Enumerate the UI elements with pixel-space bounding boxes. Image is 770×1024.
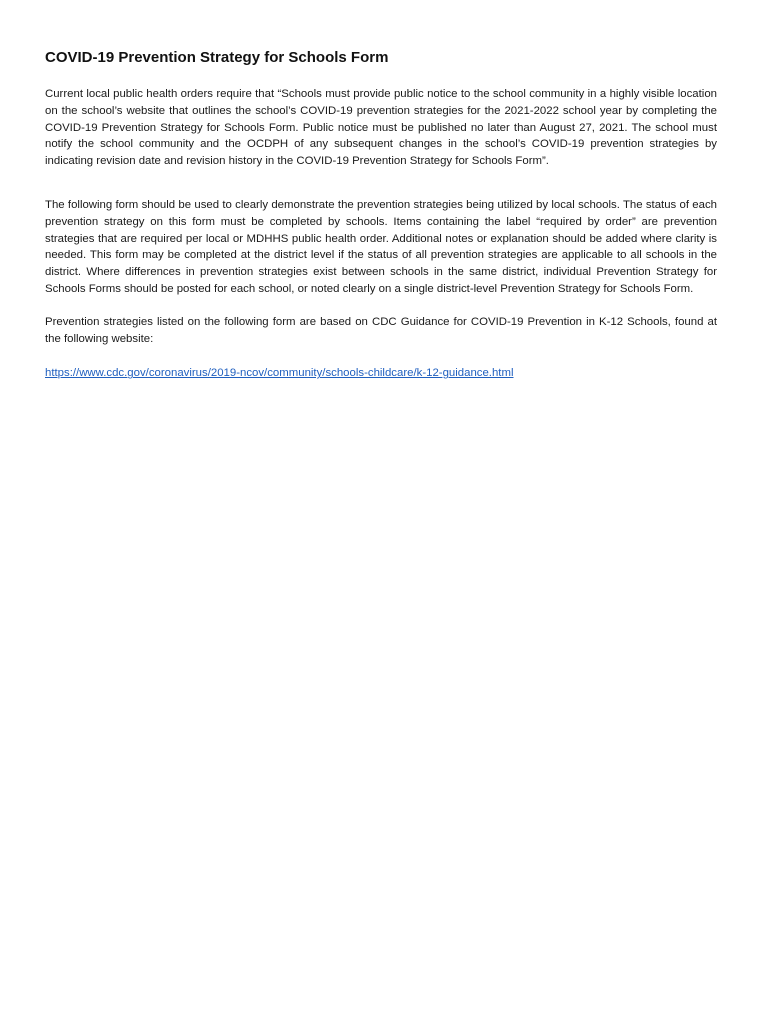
cdc-guidance-link[interactable]: https://www.cdc.gov/coronavirus/2019-ncov/community/schools-childcare/k-12-guidance.html xyxy=(45,367,514,380)
page-title: COVID-19 Prevention Strategy for Schools Form xyxy=(45,49,389,66)
instructions-paragraph: The following form should be used to clearly demonstrate the prevention strategies being utilized by local schools. The status of each prevention strategy on this form must be completed by schools. Items containing the label “required by order” are prevention strategies that are required per local or MDHHS public health order. Additional notes or explanation should be added where clarity is needed. This form may be completed at the district level if the status of all prevention strategies are applicable to all schools in the district. Where differences in prevention strategies exist between schools in the same district, individual Prevention Strategy for Schools Forms should be posted for each school, or noted clearly on a single district-level Prevention Strategy for Schools Form. xyxy=(45,198,717,295)
document-page xyxy=(45,48,717,382)
guidance-paragraph: Prevention strategies listed on the following form are based on CDC Guidance for COVID-19 Prevention in K-12 Schools, found at the following website: xyxy=(45,315,717,345)
intro-paragraph: Current local public health orders require that “Schools must provide public notice to the school community in a highly visible location on the school’s website that outlines the school’s COVID-19 prevention strategies for the 2021-2022 school year by completing the COVID-19 Prevention Strategy for Schools Form. Public notice must be published no later than August 27, 2021. The school must notify the school community and the OCDPH of any subsequent changes in the school’s COVID-19 prevention strategies by indicating revision date and revision history in the COVID-19 Prevention Strategy for Schools Form”. xyxy=(45,88,717,168)
